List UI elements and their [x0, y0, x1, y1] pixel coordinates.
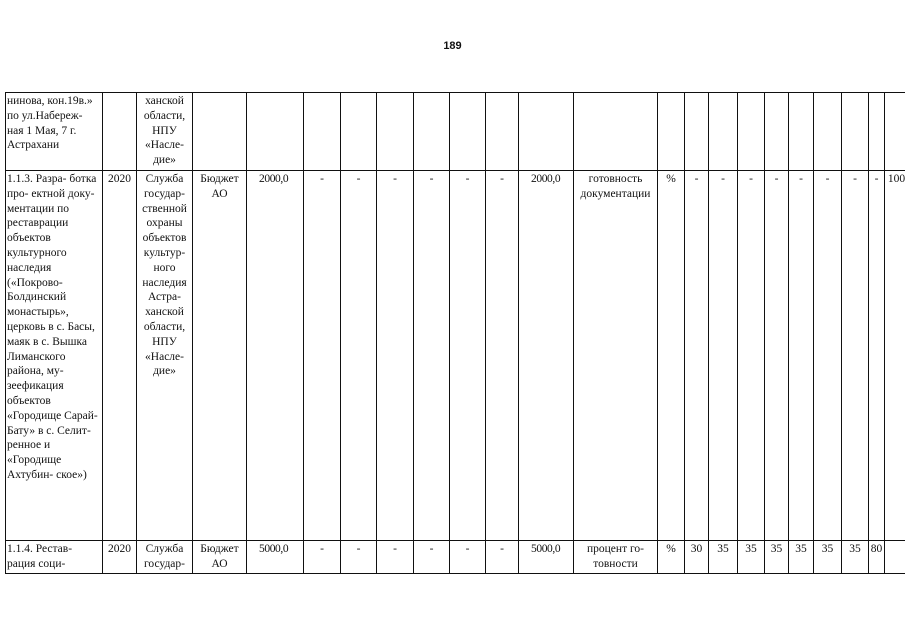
value-cell: 35	[738, 541, 765, 574]
year-value-cell: -	[450, 541, 486, 574]
value-cell	[814, 93, 842, 171]
unit-cell: %	[658, 171, 685, 541]
final-cell: 5000,0	[519, 541, 574, 574]
value-cell: 35	[709, 541, 738, 574]
year-value-cell	[486, 93, 519, 171]
value-cell: -	[842, 171, 869, 541]
executor-cell: Служба государ- ственной охраны объектов культур- ного наследия Астра- ханской области, НПУ «Насле- дие»	[137, 171, 193, 541]
source-cell: Бюджет АО	[193, 541, 247, 574]
value-cell: -	[765, 171, 789, 541]
year-value-cell: -	[486, 541, 519, 574]
year-value-cell: -	[450, 171, 486, 541]
indicator-cell	[574, 93, 658, 171]
source-cell: Бюджет АО	[193, 171, 247, 541]
total-cell: 5000,0	[247, 541, 304, 574]
total-cell	[247, 93, 304, 171]
value-cell: -	[814, 171, 842, 541]
indicator-cell: готовность документации	[574, 171, 658, 541]
item-name-cell: 1.1.3. Разра- ботка про- ектной доку- ментации по реставрации объектов культурного наследия («Покрово- Болдинский монастырь», церковь в с. Басы, маяк в с. Вышка Лиманского района, му- зеефикация объектов «Городище Сарай-Бату» в с. Селит- ренное и «Городище Ахтубин- ское»)	[6, 171, 103, 541]
table-row	[6, 93, 905, 171]
executor-cell: Служба государ-	[137, 541, 193, 574]
year-cell: 2020	[103, 171, 137, 541]
executor-cell: ханской области, НПУ «Насле- дие»	[137, 93, 193, 171]
value-cell: -	[789, 171, 814, 541]
total-cell: 2000,0	[247, 171, 304, 541]
year-value-cell: -	[414, 171, 450, 541]
year-value-cell	[377, 93, 414, 171]
value-cell: 80	[869, 541, 885, 574]
year-value-cell	[414, 93, 450, 171]
page-number: 189	[443, 40, 462, 52]
value-cell	[885, 541, 905, 574]
year-value-cell	[450, 93, 486, 171]
value-cell: 35	[814, 541, 842, 574]
year-value-cell: -	[341, 541, 377, 574]
year-value-cell: -	[304, 171, 341, 541]
year-value-cell: -	[414, 541, 450, 574]
program-table	[5, 92, 905, 574]
value-cell	[842, 93, 869, 171]
year-value-cell	[341, 93, 377, 171]
value-cell: 35	[842, 541, 869, 574]
value-cell	[765, 93, 789, 171]
year-value-cell: -	[304, 541, 341, 574]
value-cell: -	[709, 171, 738, 541]
item-name-cell: нинова, кон.19в.» по ул.Набереж- ная 1 Мая, 7 г. Астрахани	[6, 93, 103, 171]
year-value-cell: -	[486, 171, 519, 541]
indicator-cell: процент го- товности	[574, 541, 658, 574]
year-value-cell: -	[377, 171, 414, 541]
year-cell: 2020	[103, 541, 137, 574]
value-cell	[738, 93, 765, 171]
table-row	[6, 171, 905, 541]
value-cell	[885, 93, 905, 171]
source-cell	[193, 93, 247, 171]
year-cell	[103, 93, 137, 171]
value-cell	[869, 93, 885, 171]
table-row	[6, 541, 905, 574]
value-cell: 100	[885, 171, 905, 541]
year-value-cell	[304, 93, 341, 171]
unit-cell: %	[658, 541, 685, 574]
final-cell: 2000,0	[519, 171, 574, 541]
value-cell: -	[738, 171, 765, 541]
value-cell: 35	[765, 541, 789, 574]
unit-cell	[658, 93, 685, 171]
item-name-cell: 1.1.4. Рестав- рация соци-	[6, 541, 103, 574]
value-cell: 30	[685, 541, 709, 574]
value-cell	[789, 93, 814, 171]
year-value-cell: -	[341, 171, 377, 541]
value-cell	[685, 93, 709, 171]
final-cell	[519, 93, 574, 171]
value-cell: -	[869, 171, 885, 541]
value-cell: -	[685, 171, 709, 541]
value-cell	[709, 93, 738, 171]
value-cell: 35	[789, 541, 814, 574]
year-value-cell: -	[377, 541, 414, 574]
